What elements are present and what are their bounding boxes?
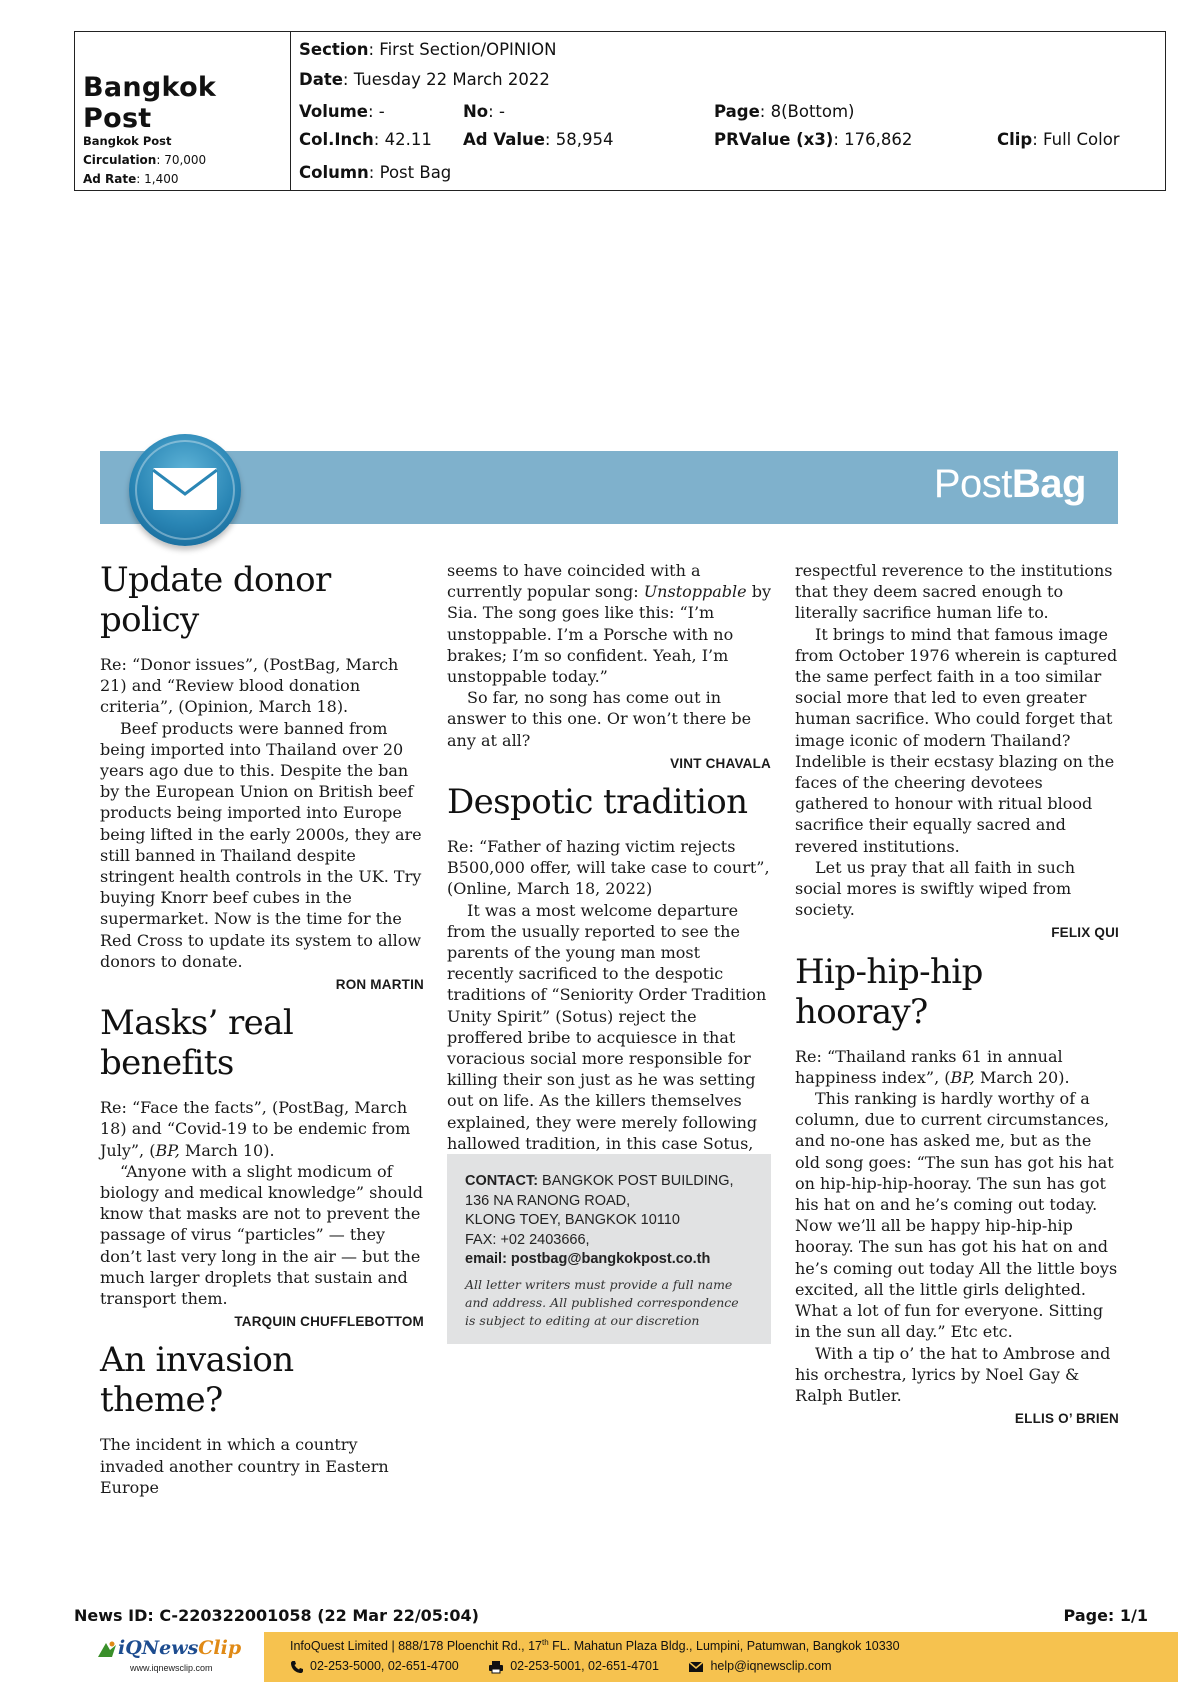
news-id: News ID: C-220322001058 (22 Mar 22/05:04) — [74, 1606, 479, 1625]
hooray-body: This ranking is hardly worthy of a column, due to current circumstances, and no-one has asked me, but as the old song goes: “The sun has got his hat on hip-hip-hip-hooray. The sun has got his hat on and he’s coming out today. Now we’ll all be happy hip-hip-hip hooray. The sun has got his hat on and he’s coming out today All the little boys excited, all the little girls delighted. What a lot of fun for everyone. Sitting in the sun all day.” Etc etc. — [795, 1089, 1118, 1342]
colinch-field: Col.Inch: 42.11 — [299, 130, 432, 149]
newsclip-logo-icon — [96, 1639, 118, 1661]
column-2 — [447, 560, 771, 1175]
mail-icon — [688, 1661, 704, 1673]
clip-field: Clip: Full Color — [997, 130, 1120, 149]
hooray-reference: Re: “Thailand ranks 61 in annual happiness index”, (BP, March 20). — [795, 1046, 1070, 1087]
contact-email[interactable]: email: postbag@bangkokpost.co.th — [465, 1251, 711, 1267]
footer-contact-bar — [264, 1632, 1178, 1682]
phone-icon — [290, 1660, 304, 1674]
envelope-badge — [129, 434, 241, 546]
prvalue-field: PRValue (x3): 176,862 — [714, 130, 913, 149]
footer-contacts — [290, 1659, 858, 1674]
invasion-body-2: So far, no song has come out in answer to this one. Or won’t there be any at all? — [447, 688, 752, 750]
circulation: Circulation: 70,000 — [83, 153, 207, 167]
despotic-reference: Re: “Father of hazing victim rejects B500,000 offer, will take case to court”, (Online, March 18, 2022) — [447, 837, 770, 899]
despotic-body: It was a most welcome departure from the usually reported to see the parents of the young man most recently sacrificed to the despotic traditions of “Seniority Order Tradition Unity Spirit” (Sotus) reject the proffered bribe to acquiesce in that voracious social more responsible for killing their son just as he was setting out on life. As the killers themselves explained, they were merely following hallowed tradition, in this case Sotus, — [447, 900, 767, 1153]
headline-invasion: An invasion theme? — [100, 1340, 294, 1421]
donor-reference: Re: “Donor issues”, (PostBag, March 21) and “Review blood donation criteria”, (Opinion, March 18). — [100, 655, 399, 717]
logo-wordmark: iQNewsClip — [118, 1637, 242, 1659]
fax-icon — [488, 1660, 504, 1674]
headline-masks: Masks’ real benefits — [100, 1003, 294, 1084]
contact-box — [447, 1154, 771, 1344]
donor-byline: RON MARTIN — [335, 977, 424, 993]
invasion-byline: VINT CHAVALA — [670, 755, 771, 771]
despotic-body-cont: respectful reverence to the institutions that they deem sacred enough to literally sacrifice human life to. — [795, 561, 1113, 623]
contact-fax: FAX: +02 2403666, — [465, 1231, 590, 1248]
column-1 — [100, 560, 424, 1498]
donor-body: Beef products were banned from being imported into Thailand over 20 years ago due to this. Despite the ban by the European Union on British beef products being imported into Europe being lifted in the early 2000s, they are still banned in Thailand despite stringent health controls in the UK. Try buying Knorr beef cubes in the supermarket. Now is the time for the Red Cross to update its system to allow donors to donate. — [100, 718, 422, 971]
advalue-field: Ad Value: 58,954 — [463, 130, 614, 149]
publication-name: Bangkok Post — [83, 72, 217, 134]
invasion-body-start: The incident in which a country invaded another country in Eastern Europe — [100, 1435, 389, 1497]
contact-note: All letter writers must provide a full name and address. All published correspondence is subject to editing at our discretion — [465, 1276, 739, 1328]
date-field: Date: Tuesday 22 March 2022 — [299, 70, 550, 89]
page-number: Page: 1/1 — [1063, 1606, 1148, 1625]
page-field: Page: 8(Bottom) — [714, 102, 855, 121]
masks-byline: TARQUIN CHUFFLEBOTTOM — [234, 1314, 424, 1330]
masks-reference: Re: “Face the facts”, (PostBag, March 18) and “Covid-19 to be endemic from July”, (BP, March 10). — [100, 1098, 411, 1160]
contact-address-line2: 136 NA RANONG ROAD, — [465, 1192, 631, 1209]
publication-small: Bangkok Post — [83, 134, 172, 148]
despotic-byline: FELIX QUI — [1051, 925, 1119, 941]
volume-field: Volume: - — [299, 102, 385, 121]
footer-address: InfoQuest Limited | 888/178 Ploenchit Rd., 17th FL. Mahatun Plaza Bldg., Lumpini, Patumwan, Bangkok 10330 — [290, 1638, 900, 1654]
section-field: Section: First Section/OPINION — [299, 40, 557, 59]
logo-url: www.iqnewsclip.com — [130, 1663, 213, 1673]
column-3 — [795, 560, 1119, 1437]
despotic-body-2: It brings to mind that famous image from October 1976 wherein is captured the same perfect faith in a too similar social more that led to even greater human sacrifice. Who could forget that image iconic of modern Thailand? Indelible is their ecstasy blazing on the faces of the cheering devotees gathered to honour with ritual blood sacrifice their equally sacred and revered institutions. — [795, 624, 1118, 856]
footer-email[interactable]: help@iqnewsclip.com — [688, 1659, 831, 1673]
ad-rate: Ad Rate: 1,400 — [83, 172, 179, 186]
headline-hooray: Hip-hip-hip hooray? — [795, 951, 983, 1032]
publication-panel — [75, 32, 291, 190]
postbag-title: PostBag — [933, 462, 1086, 506]
iqnewsclip-logo[interactable] — [96, 1635, 256, 1679]
column-field: Column: Post Bag — [299, 163, 452, 182]
headline-donor: Update donor policy — [100, 560, 331, 640]
number-field: No: - — [463, 102, 505, 121]
clip-header-box — [74, 31, 1166, 191]
masks-body: “Anyone with a slight modicum of biology and medical knowledge” should know that masks are not to prevent the passage of virus “particles” — they don’t last very long in the air — but the much larger droplets that sustain and transport them. — [100, 1161, 423, 1309]
contact-address-line3: KLONG TOEY, BANGKOK 10110 — [465, 1212, 680, 1228]
hooray-body-2: With a tip o’ the hat to Ambrose and his orchestra, lyrics by Noel Gay & Ralph Butler. — [795, 1343, 1111, 1405]
postbag-banner — [100, 451, 1118, 524]
envelope-icon — [129, 434, 241, 546]
invasion-body-cont: seems to have coincided with a currently popular song: Unstoppable by Sia. The song goes like this: “I’m unstoppable. I’m a Porsche with no brakes; I’m so confident. Yeah, I’m unstoppable today.” — [447, 561, 771, 687]
despotic-body-3: Let us pray that all faith in such social mores is swiftly wiped from society. — [795, 857, 1076, 920]
footer-phone: 02-253-5000, 02-651-4700 — [290, 1659, 462, 1673]
hooray-byline: ELLIS O’ BRIEN — [1014, 1411, 1119, 1427]
contact-address-line1: CONTACT: BANGKOK POST BUILDING, — [465, 1173, 734, 1189]
footer-fax: 02-253-5001, 02-651-4701 — [488, 1659, 662, 1673]
headline-despotic: Despotic tradition — [447, 782, 748, 823]
